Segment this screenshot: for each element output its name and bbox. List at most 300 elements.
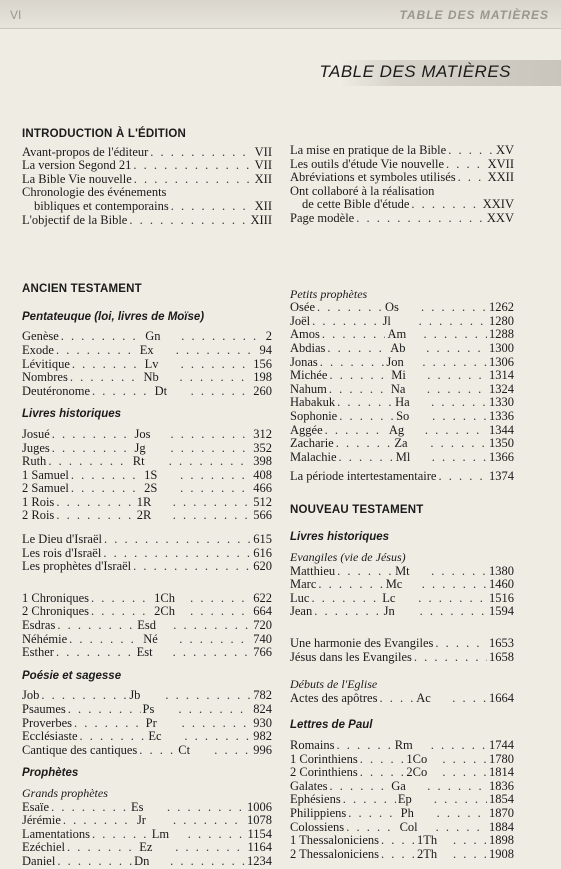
entry-title: Galates (290, 778, 328, 793)
entry-title: 1 Rois (22, 494, 55, 509)
entry-title: Esaïe (22, 799, 50, 814)
dot-leader (425, 424, 487, 438)
entry-page: 1516 (489, 590, 514, 605)
dot-leader (432, 451, 487, 465)
toc-entry (290, 212, 514, 226)
entry-page: VII (254, 144, 272, 159)
dot-leader (52, 442, 133, 456)
entry-page: XVII (487, 156, 514, 171)
entry-title: 2 Corinthiens (290, 765, 358, 780)
entry-abbreviation: Lc (382, 590, 396, 605)
entry-page: 740 (253, 631, 272, 646)
dot-leader (173, 619, 251, 633)
entry-page: 312 (253, 426, 272, 441)
dot-leader (184, 730, 251, 744)
dot-leader (339, 410, 394, 424)
entry-title: Esdras (22, 618, 56, 633)
dot-leader (57, 619, 135, 633)
toc-entry (290, 739, 514, 753)
entry-abbreviation: Ep (397, 792, 412, 807)
toc-entry (290, 198, 514, 212)
petits-list (290, 301, 514, 464)
entry-page: 996 (253, 742, 272, 757)
dot-leader (103, 547, 251, 561)
dot-leader (72, 358, 143, 372)
dot-leader (171, 428, 252, 442)
entry-title: Ruth (22, 454, 47, 469)
dot-leader (74, 717, 144, 731)
dot-leader (91, 592, 152, 606)
entry-abbreviation: 2Ch (154, 604, 175, 619)
entry-abbreviation: 1R (136, 494, 152, 509)
entry-abbreviation: Ct (178, 742, 191, 757)
dot-leader (71, 469, 142, 483)
entry-page: 664 (253, 604, 272, 619)
dot-leader (129, 214, 248, 228)
toc-entry (290, 328, 514, 342)
entry-abbreviation: Ag (388, 422, 405, 437)
dot-leader (56, 646, 135, 660)
entry-title: Ephésiens (290, 792, 341, 807)
intro-right-list (290, 144, 514, 226)
entry-page: 1262 (489, 300, 514, 315)
entry-page: 1350 (489, 436, 514, 451)
toc-entry (22, 214, 272, 228)
entry-page: 1280 (488, 313, 514, 328)
entry-abbreviation: Am (387, 327, 407, 342)
dot-leader (134, 173, 253, 187)
entry-page: 1854 (489, 792, 514, 807)
entry-page: 1164 (247, 840, 272, 855)
running-head: TABLE DES MATIÈRES (399, 8, 549, 22)
dot-leader (173, 646, 252, 660)
dot-leader (190, 592, 251, 606)
entry-title: Amos (290, 327, 320, 342)
entry-title: Michée (290, 368, 328, 383)
dot-leader (170, 855, 245, 869)
dot-leader (381, 834, 415, 848)
entry-title: Une harmonie des Evangiles (290, 636, 434, 651)
entry-abbreviation: Ph (400, 805, 414, 820)
entry-abbreviation: Gn (145, 329, 161, 344)
dot-leader (51, 801, 129, 815)
dot-leader (318, 578, 383, 592)
entry-title: Abréviations et symboles utilisés (290, 170, 456, 185)
entry-page: XII (254, 171, 272, 186)
entry-page: 1814 (489, 765, 514, 780)
dot-leader (167, 801, 245, 815)
dot-leader (165, 689, 251, 703)
entry-title: Romains (290, 738, 335, 752)
dot-leader (314, 605, 381, 619)
dot-leader (133, 159, 252, 173)
toc-entry (22, 717, 272, 731)
historiques-list (22, 428, 272, 523)
entry-title: 1 Thessaloniciens (290, 833, 379, 848)
dot-leader (427, 369, 487, 383)
entry-title: Sophonie (290, 408, 338, 423)
entry-title: bibliques et contemporains (34, 198, 169, 213)
toc-entry (22, 344, 272, 358)
left-column (22, 128, 272, 869)
intro-heading: INTRODUCTION À L'ÉDITION (22, 128, 187, 140)
dot-leader (56, 496, 134, 510)
entry-abbreviation: 2S (144, 481, 158, 496)
entry-title: Colossiens (290, 819, 345, 834)
entry-title: La période intertestamentaire (290, 469, 437, 484)
entry-title: Deutéronome (22, 383, 91, 398)
entry-abbreviation: Est (136, 645, 153, 660)
entry-page: 198 (253, 370, 272, 385)
dot-leader (418, 592, 487, 606)
toc-entry (290, 144, 514, 158)
dot-leader (431, 739, 487, 753)
essays-list (22, 533, 272, 574)
evangiles-heading: Evangiles (vie de Jésus) (290, 550, 406, 565)
toc-entry (22, 814, 272, 828)
toc-entry (22, 173, 272, 187)
dot-leader (175, 841, 245, 855)
poesie-heading: Poésie et sagesse (22, 669, 122, 682)
toc-entry (22, 358, 272, 372)
toc-entry (22, 689, 272, 703)
entry-title: Lamentations (22, 826, 91, 841)
entry-abbreviation: Jn (383, 604, 395, 619)
toc-entry (22, 646, 272, 660)
toc-entry (22, 855, 272, 869)
entry-title: Job (22, 688, 40, 703)
toc-entry (290, 396, 514, 410)
toc-entry (290, 821, 514, 835)
dot-leader (427, 780, 487, 794)
toc-entry (22, 547, 272, 561)
entry-page: 930 (253, 715, 272, 730)
entry-page: 615 (253, 532, 272, 547)
dot-leader (176, 344, 258, 358)
dot-leader (453, 848, 487, 862)
dot-leader (360, 753, 405, 767)
entry-abbreviation: 1S (144, 467, 158, 482)
dot-leader (438, 470, 487, 484)
dot-leader (320, 356, 385, 370)
entry-title: Malachie (290, 449, 337, 464)
entry-title: Philippiens (290, 805, 347, 820)
toc-entry (22, 560, 272, 574)
dot-leader (92, 828, 150, 842)
dot-leader (171, 200, 253, 214)
entry-page: 622 (253, 590, 272, 605)
entry-page: 398 (253, 454, 272, 469)
entry-page: 1898 (489, 833, 514, 848)
entry-page: 352 (253, 440, 272, 455)
entry-title: Psaumes (22, 702, 66, 716)
entry-page: 1234 (246, 853, 272, 868)
toc-entry (22, 533, 272, 547)
entry-abbreviation: Ex (139, 342, 154, 357)
toc-entry (290, 171, 514, 185)
entry-title: Exode (22, 342, 54, 357)
entry-abbreviation: 2R (136, 508, 152, 523)
entry-page: 1300 (488, 340, 514, 355)
dot-leader (329, 369, 389, 383)
dot-leader (191, 385, 252, 399)
dot-leader (343, 793, 396, 807)
toc-entry (22, 801, 272, 815)
dot-leader (327, 342, 388, 356)
toc-entry (290, 780, 514, 794)
entry-page: 824 (253, 702, 272, 716)
at-heading: ANCIEN TESTAMENT (22, 283, 142, 296)
entry-page: 512 (253, 494, 272, 509)
entry-title: de cette Bible d'étude (302, 197, 410, 212)
dot-leader (434, 793, 487, 807)
entry-title: 1 Corinthiens (290, 751, 358, 766)
dot-leader (458, 171, 486, 185)
entry-title: Ezéchiel (22, 840, 66, 855)
dot-leader (322, 328, 386, 342)
dot-leader (430, 437, 487, 451)
dot-leader (421, 301, 487, 315)
dot-leader (379, 692, 414, 706)
entry-abbreviation: Né (143, 631, 158, 646)
entry-title: Habakuk (290, 395, 336, 410)
entry-abbreviation: Nb (143, 370, 159, 385)
dot-leader (71, 482, 142, 496)
dot-leader (91, 605, 152, 619)
toc-entry (290, 651, 514, 665)
historiques-heading: Livres historiques (22, 408, 122, 421)
entry-title: Lévitique (22, 356, 70, 371)
entry-title: Josué (22, 426, 50, 441)
entry-abbreviation: Ab (390, 340, 406, 355)
entry-page: 1344 (489, 422, 514, 437)
dot-leader (311, 592, 380, 606)
entry-title: Ont collaboré à la réalisation (290, 183, 435, 198)
entry-title: 2 Thessaloniciens (290, 846, 379, 861)
nt-heading: NOUVEAU TESTAMENT (290, 503, 424, 516)
entry-abbreviation: So (396, 408, 410, 423)
dot-leader (339, 451, 394, 465)
toc-entry (22, 200, 272, 214)
entry-page: 720 (253, 618, 272, 633)
dot-leader (329, 383, 389, 397)
toc-entry (290, 315, 514, 329)
toc-entry (290, 383, 514, 397)
toc-entry (290, 605, 514, 619)
toc-entry (22, 703, 272, 717)
entry-abbreviation: 2Co (406, 765, 428, 780)
dot-leader (419, 315, 487, 329)
historiques2-list (22, 592, 272, 660)
toc-entry (290, 793, 514, 807)
dot-leader (48, 455, 130, 469)
entry-page: 782 (253, 688, 272, 703)
entry-page: 1908 (489, 846, 514, 861)
dot-leader (435, 637, 487, 651)
dot-leader (317, 301, 383, 315)
debuts-heading: Débuts de l'Eglise (290, 677, 378, 692)
toc-entry (22, 385, 272, 399)
entry-abbreviation: Rm (394, 738, 413, 752)
entry-page: 1594 (489, 604, 514, 619)
toc-entry (22, 841, 272, 855)
entry-page: 616 (253, 545, 272, 560)
entry-title: Néhémie (22, 631, 68, 646)
toc-entry (290, 565, 514, 579)
entry-abbreviation: Jr (136, 813, 146, 828)
entry-page: 1836 (488, 778, 514, 793)
pentateuque-heading: Pentateuque (loi, livres de Moïse) (22, 310, 205, 323)
actes-list (290, 692, 514, 706)
dot-leader (139, 744, 176, 758)
intertest-list (290, 470, 514, 484)
right-column (290, 144, 514, 861)
toc-entry (290, 424, 514, 438)
dot-leader (452, 692, 487, 706)
dot-leader (61, 330, 143, 344)
pentateuque-list (22, 330, 272, 398)
toc-entry (22, 455, 272, 469)
dot-leader (41, 689, 127, 703)
dot-leader (179, 703, 252, 717)
entry-title: Les prophètes d'Israël (22, 559, 132, 574)
dot-leader (337, 396, 393, 410)
dot-leader (181, 330, 263, 344)
dot-leader (348, 807, 398, 821)
entry-page: XXIV (482, 197, 514, 212)
toc-entry (22, 330, 272, 344)
entry-page: 1324 (489, 381, 514, 396)
entry-page: 566 (253, 508, 272, 523)
entry-title: Les rois d'Israël (22, 545, 102, 560)
toc-entry (290, 342, 514, 356)
entry-title: Joël (290, 313, 311, 328)
entry-title: La Bible Vie nouvelle (22, 171, 132, 186)
toc-entry (290, 592, 514, 606)
toc-entry (22, 619, 272, 633)
dot-leader (173, 814, 245, 828)
toc-entry (22, 828, 272, 842)
entry-title: Nombres (22, 370, 68, 385)
entry-title: Zacharie (290, 436, 334, 451)
dot-leader (80, 730, 147, 744)
dot-leader (329, 780, 389, 794)
dot-leader (56, 509, 134, 523)
toc-entry (290, 753, 514, 767)
entry-title: Jean (290, 604, 313, 619)
dot-leader (431, 565, 487, 579)
dot-leader (427, 383, 487, 397)
dot-leader (381, 848, 415, 862)
toc-entry (22, 730, 272, 744)
entry-page: 1154 (247, 826, 272, 841)
dot-leader (173, 509, 251, 523)
grands-list (22, 801, 272, 869)
entry-title: 2 Samuel (22, 481, 69, 496)
entry-abbreviation: Esd (137, 618, 157, 633)
entry-page: 1306 (489, 354, 514, 369)
entry-abbreviation: Lm (151, 826, 170, 841)
dot-leader (182, 717, 252, 731)
toc-entry (22, 428, 272, 442)
dot-leader (68, 703, 141, 717)
petits-heading: Petits prophètes (290, 286, 368, 301)
entry-abbreviation: Ml (395, 449, 411, 464)
dot-leader (57, 855, 132, 869)
toc-entry (22, 442, 272, 456)
toc-entry (22, 186, 272, 200)
toc-entry (290, 158, 514, 172)
nt-historiques-heading: Livres historiques (290, 531, 390, 544)
entry-abbreviation: Jos (134, 426, 151, 441)
entry-abbreviation: Jon (386, 354, 404, 369)
entry-page: 1330 (489, 395, 514, 410)
dot-leader (70, 371, 142, 385)
entry-abbreviation: Lv (144, 356, 159, 371)
harmonie-list (290, 637, 514, 664)
entry-abbreviation: Jg (134, 440, 146, 455)
entry-title: Nahum (290, 381, 327, 396)
entry-abbreviation: Jl (382, 313, 391, 328)
dot-leader (179, 633, 251, 647)
entry-abbreviation: Za (394, 436, 408, 451)
dot-leader (346, 821, 397, 835)
dot-leader (181, 358, 252, 372)
dot-leader (414, 651, 487, 665)
entry-abbreviation: Os (385, 300, 399, 315)
entry-page: 156 (253, 356, 272, 371)
toc-entry (290, 451, 514, 465)
entry-title: 1 Chroniques (22, 590, 90, 605)
entry-page: 1870 (488, 805, 514, 820)
entry-title: 2 Rois (22, 508, 55, 523)
entry-title: Marc (290, 577, 317, 592)
entry-abbreviation: 2Th (417, 846, 438, 861)
entry-title: Abdias (290, 340, 326, 355)
toc-entry (290, 848, 514, 862)
dot-leader (360, 766, 405, 780)
entry-title: Actes des apôtres (290, 690, 378, 705)
entry-page: 982 (253, 729, 272, 744)
dot-leader (442, 766, 487, 780)
dot-leader (69, 633, 141, 647)
entry-title: 2 Chroniques (22, 604, 90, 619)
entry-page: 408 (253, 467, 272, 482)
entry-abbreviation: Mi (391, 368, 406, 383)
entry-title: Avant-propos de l'éditeur (22, 144, 149, 159)
entry-title: Page modèle (290, 210, 355, 225)
entry-page: 1658 (489, 649, 514, 664)
entry-abbreviation: Col (399, 819, 418, 834)
entry-abbreviation: 1Ch (154, 590, 175, 605)
grands-heading: Grands prophètes (22, 785, 108, 800)
dot-leader (190, 605, 251, 619)
entry-page: 1780 (489, 751, 514, 766)
entry-title: Proverbes (22, 715, 72, 730)
dot-leader (432, 410, 487, 424)
dot-leader (173, 496, 251, 510)
entry-abbreviation: Na (390, 381, 406, 396)
entry-title: La version Segond 21 (22, 158, 132, 173)
toc-entry (290, 637, 514, 651)
entry-page: 94 (259, 342, 272, 357)
lettres-list (290, 739, 514, 861)
toc-entry (22, 509, 272, 523)
toc-entry (290, 692, 514, 706)
entry-abbreviation: Jb (129, 688, 141, 703)
entry-abbreviation: 1Th (417, 833, 438, 848)
dot-leader (92, 385, 153, 399)
